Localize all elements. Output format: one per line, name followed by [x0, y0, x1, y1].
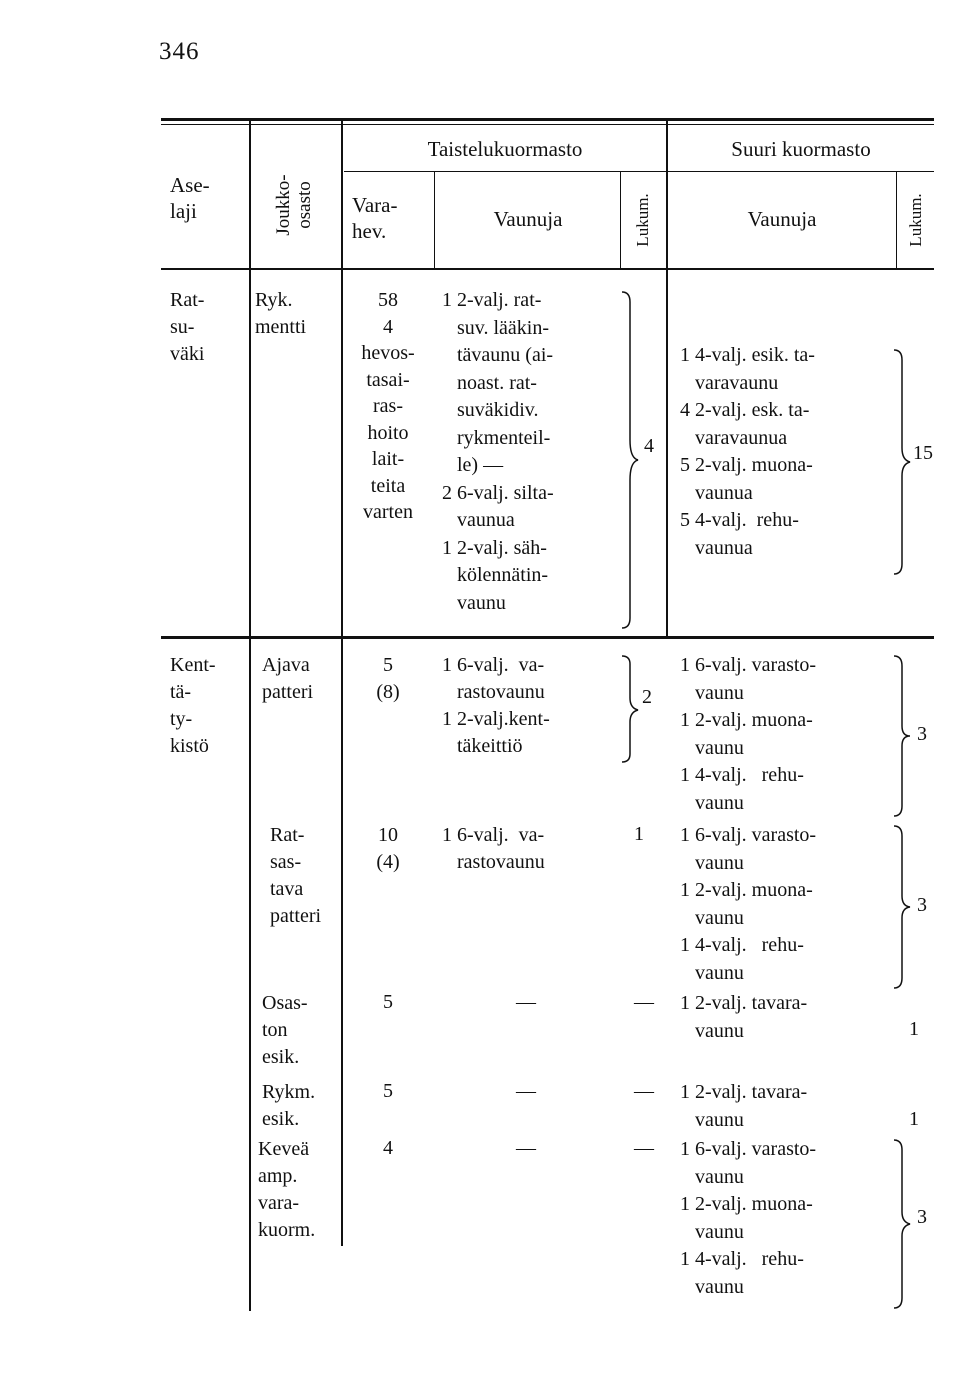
- vaunuja-taistelu-cell: —: [516, 1137, 536, 1159]
- suuri-subrule: [668, 171, 934, 172]
- header-bottom-rule: [161, 268, 934, 270]
- lukum-taistelu-value: —: [634, 1080, 654, 1102]
- vaunuja-suuri-cell: 1 4-valj. esik. ta- varavaunu 4 2-valj. esk. ta- varavaunua 5 2-valj. muona- vaunua 5 4-valj. rehu- vaunua: [680, 344, 815, 559]
- header-suuri-kuormasto: Suuri kuormasto: [731, 137, 871, 161]
- unit-label: Rat- sas- tava patteri: [270, 824, 322, 927]
- varahev-value: 58 4 hevos- tasai- ras- hoito lait- teita varten: [361, 289, 415, 523]
- lukum-suuri-value: 15: [913, 442, 933, 464]
- page-number: 346: [159, 38, 200, 65]
- unit-label: Osas- ton esik.: [262, 992, 308, 1068]
- header-vaunuja-suuri: Vaunuja: [747, 207, 817, 231]
- header-varahev: Vara- hev.: [352, 193, 398, 243]
- col-rule-varahev: [434, 172, 435, 268]
- lukum-taistelu-value: 4: [644, 435, 654, 457]
- vaunuja-suuri-cell: 1 6-valj. varasto- vaunu 1 2-valj. muona- vaunu 1 4-valj. rehu- vaunu: [680, 824, 817, 984]
- brace-ratsuvaki-suuri: [892, 348, 912, 576]
- header-joukkoosasto: Joukko- osasto: [273, 174, 315, 236]
- vaunuja-suuri-cell: 1 6-valj. varasto- vaunu 1 2-valj. muona- vaunu 1 4-valj. rehu- vaunu: [680, 654, 817, 814]
- lukum-suuri-value: 1: [909, 1108, 919, 1130]
- col-rule-aselaji: [249, 121, 251, 1311]
- varahev-value: 5 (8): [376, 654, 400, 703]
- col-rule-taistelu: [666, 121, 668, 636]
- vaunuja-taistelu-cell: —: [516, 991, 536, 1013]
- aselaji-kenttatykisto: Kent- tä- ty- kistö: [170, 654, 216, 757]
- vaunuja-taistelu-cell: —: [516, 1080, 536, 1102]
- vaunuja-taistelu-cell: 1 2-valj. rat- suv. lääkin- tävaunu (ai- noast. rat- suväkidiv. rykmenteil- le) — 2 6-valj. silta- vaunua 1 2-valj. säh- kölennätin- vaunu: [442, 289, 554, 614]
- lukum-taistelu-value: —: [634, 991, 654, 1013]
- brace-kevea-suuri: [892, 1138, 912, 1310]
- varahev-value: 5: [383, 991, 393, 1013]
- unit-label: Rykm. esik.: [262, 1081, 316, 1130]
- top-rule: [161, 118, 934, 121]
- vaunuja-taistelu-cell: 1 6-valj. va- rastovaunu: [442, 824, 545, 873]
- lukum-taistelu-value: —: [634, 1137, 654, 1159]
- brace-ajava-taistelu: [620, 654, 640, 764]
- unit-label: Ryk. mentti: [255, 289, 307, 338]
- vaunuja-taistelu-cell: 1 6-valj. va- rastovaunu 1 2-valj.kent- täkeittiö: [442, 654, 550, 757]
- lukum-suuri-value: 3: [917, 1206, 927, 1228]
- header-aselaji: Ase- laji: [170, 173, 210, 223]
- col-rule-lukum-t: [620, 172, 621, 268]
- varahev-value: 10 (4): [376, 824, 400, 873]
- aselaji-ratsuvaki: Rat- su- väki: [170, 289, 205, 365]
- taistelu-subrule: [344, 171, 666, 172]
- lukum-suuri-value: 1: [909, 1018, 919, 1040]
- header-taistelukuormasto: Taistelukuormasto: [427, 137, 583, 161]
- vaunuja-suuri-cell: 1 6-valj. varasto- vaunu 1 2-valj. muona- vaunu 1 4-valj. rehu- vaunu: [680, 1138, 817, 1298]
- section-divider-rule: [161, 636, 934, 639]
- varahev-value: 5: [383, 1080, 393, 1102]
- vaunuja-suuri-cell: 1 2-valj. tavara- vaunu: [680, 992, 808, 1042]
- brace-ratsuvaki-taistelu: [620, 290, 640, 630]
- lukum-taistelu-value: 2: [642, 686, 652, 708]
- lukum-taistelu-value: 1: [634, 823, 644, 845]
- unit-label: Keveä amp. vara- kuorm.: [258, 1138, 316, 1241]
- brace-ajava-suuri: [892, 654, 912, 818]
- col-rule-lukum-s: [896, 172, 897, 268]
- brace-ratsastava-suuri: [892, 824, 912, 990]
- unit-label: Ajava patteri: [262, 654, 314, 703]
- lukum-suuri-value: 3: [917, 894, 927, 916]
- vaunuja-suuri-cell: 1 2-valj. tavara- vaunu: [680, 1081, 808, 1131]
- varahev-value: 4: [383, 1137, 393, 1159]
- header-lukum-taistelu: Lukum.: [633, 193, 652, 247]
- header-lukum-suuri: Lukum.: [906, 193, 925, 247]
- top-rule-thin: [161, 124, 934, 125]
- lukum-suuri-value: 3: [917, 723, 927, 745]
- header-vaunuja-taistelu: Vaunuja: [493, 207, 563, 231]
